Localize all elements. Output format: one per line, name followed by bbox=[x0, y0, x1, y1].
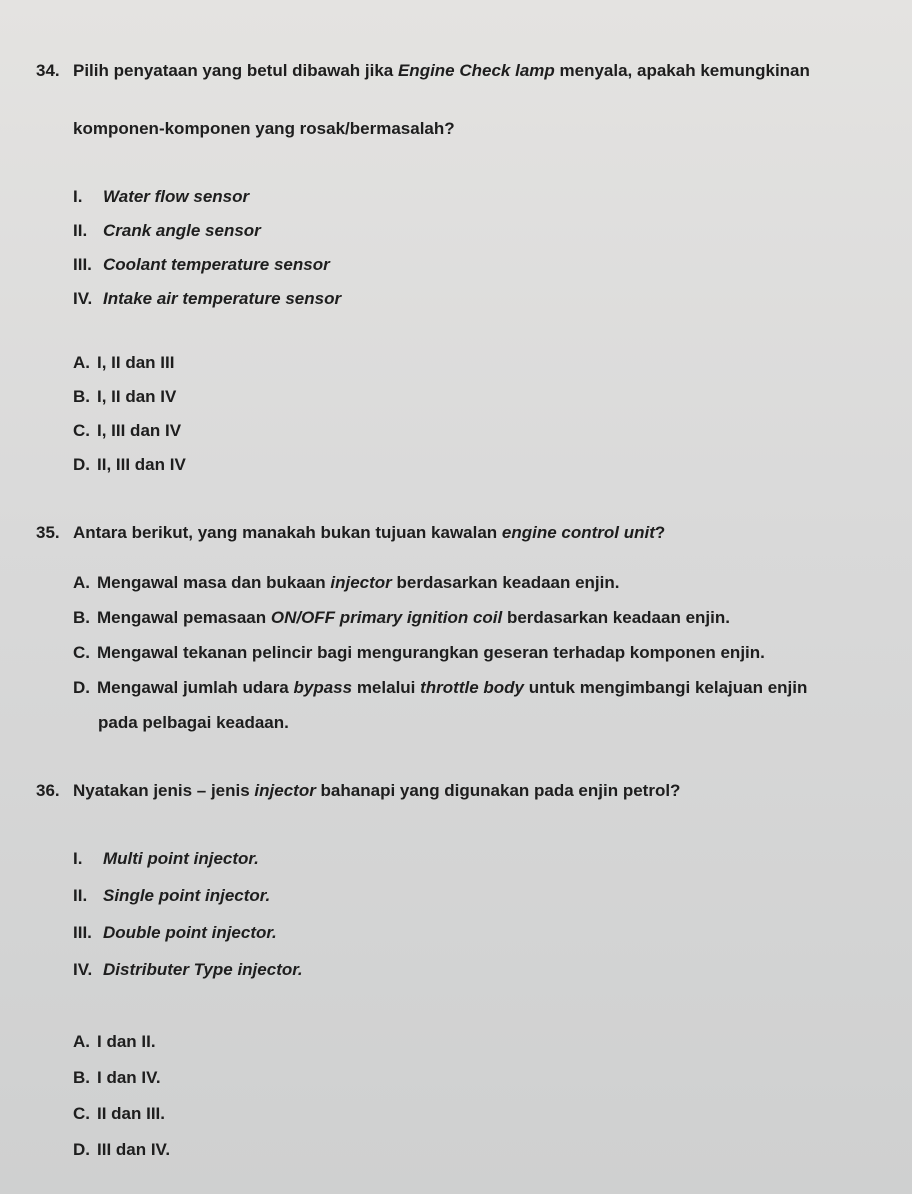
option-text: untuk mengimbangi kelajuan enjin bbox=[524, 678, 808, 697]
option-text: I, III dan IV bbox=[97, 421, 182, 440]
answer-option[interactable] bbox=[73, 572, 619, 594]
option-text-italic: injector bbox=[330, 573, 392, 592]
answer-option[interactable] bbox=[73, 677, 807, 699]
question-text-italic: engine control unit bbox=[501, 523, 655, 542]
option-text: I dan II. bbox=[97, 1032, 156, 1051]
question-35-line-1 bbox=[36, 522, 665, 544]
statement-item bbox=[73, 848, 259, 870]
question-text: bahanapi yang digunakan pada enjin petrol? bbox=[315, 781, 681, 800]
statement-label: Double point injector. bbox=[103, 923, 277, 942]
option-text: berdasarkan keadaan enjin. bbox=[391, 573, 620, 592]
option-letter: B. bbox=[73, 1068, 90, 1087]
statement-item bbox=[73, 186, 249, 208]
answer-option[interactable] bbox=[73, 386, 176, 408]
option-text: melalui bbox=[352, 678, 421, 697]
statement-numeral: IV. bbox=[73, 960, 93, 979]
question-text: Nyatakan jenis – jenis bbox=[73, 781, 255, 800]
statement-numeral: I. bbox=[73, 849, 83, 868]
statement-label: Distributer Type injector. bbox=[103, 960, 303, 979]
statement-label: Crank angle sensor bbox=[103, 221, 261, 240]
option-text: II, III dan IV bbox=[97, 455, 186, 474]
statement-numeral: IV. bbox=[73, 289, 93, 308]
question-text-italic: Engine Check lamp bbox=[397, 61, 555, 80]
option-text: I dan IV. bbox=[97, 1068, 161, 1087]
question-text: Antara berikut, yang manakah bbox=[73, 523, 321, 542]
answer-option[interactable] bbox=[73, 1103, 165, 1125]
question-text: tujuan kawalan bbox=[370, 523, 502, 542]
answer-option[interactable] bbox=[73, 420, 181, 442]
statement-numeral: II. bbox=[73, 221, 88, 240]
statement-label: Intake air temperature sensor bbox=[103, 289, 342, 308]
option-text-italic: throttle body bbox=[420, 678, 525, 697]
statement-item bbox=[73, 922, 277, 944]
answer-option[interactable] bbox=[73, 1067, 161, 1089]
answer-option-continuation bbox=[98, 712, 289, 734]
option-text: Mengawal pemasaan bbox=[97, 608, 271, 627]
statement-item bbox=[73, 288, 341, 310]
option-letter: A. bbox=[73, 573, 90, 592]
question-text: menyala, apakah kemungkinan bbox=[554, 61, 810, 80]
statement-item bbox=[73, 220, 261, 242]
option-letter: B. bbox=[73, 387, 90, 406]
question-number: 35. bbox=[36, 523, 60, 542]
answer-option[interactable] bbox=[73, 454, 186, 476]
question-34-line-2 bbox=[73, 118, 455, 140]
question-text-italic: injector bbox=[254, 781, 316, 800]
option-text: I, II dan III bbox=[97, 353, 175, 372]
option-text: Mengawal jumlah udara bbox=[97, 678, 294, 697]
option-text-italic: bypass bbox=[293, 678, 353, 697]
option-letter: C. bbox=[73, 1104, 90, 1123]
option-letter: A. bbox=[73, 1032, 90, 1051]
question-34-line-1 bbox=[36, 60, 810, 82]
option-text: III dan IV. bbox=[97, 1140, 171, 1159]
option-letter: D. bbox=[73, 455, 90, 474]
option-text: Mengawal tekanan pelincir bagi mengurangkan geseran terhadap komponen enjin. bbox=[97, 643, 765, 662]
option-text: II dan III. bbox=[97, 1104, 166, 1123]
statement-numeral: III. bbox=[73, 255, 92, 274]
option-letter: D. bbox=[73, 678, 90, 697]
question-number: 36. bbox=[36, 781, 60, 800]
statement-label: Single point injector. bbox=[103, 886, 271, 905]
statement-numeral: III. bbox=[73, 923, 92, 942]
statement-item bbox=[73, 254, 330, 276]
option-letter: B. bbox=[73, 608, 90, 627]
question-36-line-1 bbox=[36, 780, 680, 802]
option-text: Mengawal masa dan bukaan bbox=[97, 573, 331, 592]
question-text: komponen-komponen yang rosak/bermasalah? bbox=[73, 119, 455, 138]
option-text: pada pelbagai keadaan. bbox=[98, 713, 289, 732]
statement-numeral: II. bbox=[73, 886, 88, 905]
option-letter: D. bbox=[73, 1140, 90, 1159]
statement-item bbox=[73, 885, 270, 907]
option-text-italic: ON/OFF primary ignition coil bbox=[270, 608, 503, 627]
answer-option[interactable] bbox=[73, 607, 730, 629]
option-text: I, II dan IV bbox=[97, 387, 177, 406]
question-text: Pilih penyataan yang betul dibawah jika bbox=[73, 61, 398, 80]
option-letter: C. bbox=[73, 421, 90, 440]
answer-option[interactable] bbox=[73, 1031, 156, 1053]
answer-option[interactable] bbox=[73, 352, 174, 374]
statement-label: Coolant temperature sensor bbox=[103, 255, 330, 274]
option-text: berdasarkan keadaan enjin. bbox=[502, 608, 730, 627]
option-letter: A. bbox=[73, 353, 90, 372]
statement-label: Multi point injector. bbox=[103, 849, 259, 868]
statement-label: Water flow sensor bbox=[103, 187, 250, 206]
option-letter: C. bbox=[73, 643, 90, 662]
statement-item bbox=[73, 959, 303, 981]
question-emphasis: bukan bbox=[320, 523, 371, 542]
question-text: ? bbox=[654, 523, 666, 542]
answer-option[interactable] bbox=[73, 1139, 170, 1161]
statement-numeral: I. bbox=[73, 187, 83, 206]
question-number: 34. bbox=[36, 61, 60, 80]
answer-option[interactable] bbox=[73, 642, 765, 664]
